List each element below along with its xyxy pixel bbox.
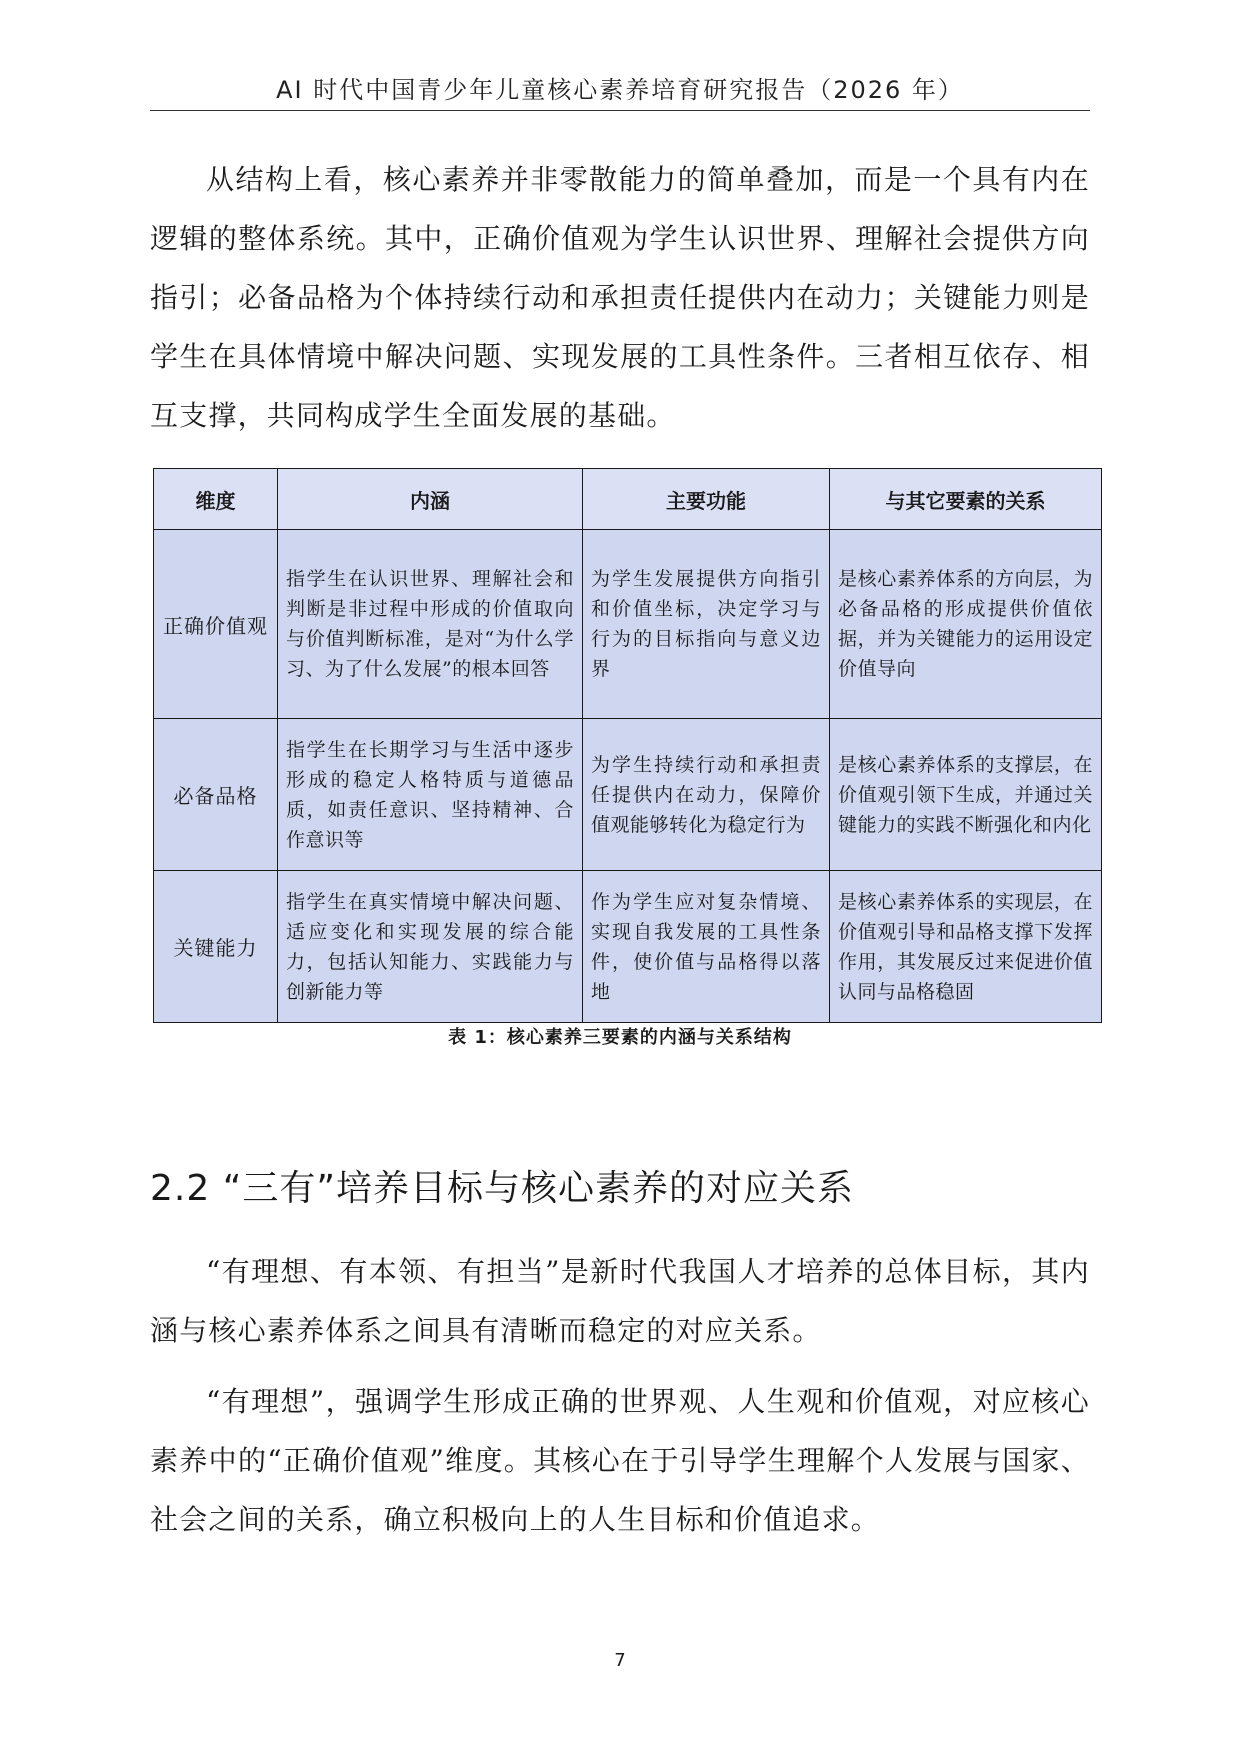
table-row	[154, 530, 1102, 719]
header-divider	[150, 110, 1090, 111]
body-paragraph: 从结构上看，核心素养并非零散能力的简单叠加，而是一个具有内在逻辑的整体系统。其中，正确价值观为学生认识世界、理解社会提供方向指引；必备品格为个体持续行动和承担责任提供内在动力；关键能力则是学生在具体情境中解决问题、实现发展的工具性条件。三者相互依存、相互支撑，共同构成学生全面发展的基础。	[150, 163, 1090, 432]
table-row	[154, 719, 1102, 871]
table-cell-dimension: 必备品格	[154, 719, 278, 871]
table-header-dimension: 维度	[154, 469, 278, 530]
table-cell-function: 作为学生应对复杂情境、实现自我发展的工具性条件，使价值与品格得以落地	[583, 871, 830, 1023]
table-cell-relation: 是核心素养体系的实现层，在价值观引导和品格支撑下发挥作用，其发展反过来促进价值认同与品格稳固	[830, 871, 1102, 1023]
table-cell-dimension: 正确价值观	[154, 530, 278, 719]
table-cell-dimension: 关键能力	[154, 871, 278, 1023]
table-cell-function: 为学生发展提供方向指引和价值坐标，决定学习与行为的目标指向与意义边界	[583, 530, 830, 719]
table-header-connotation: 内涵	[278, 469, 583, 530]
table-header-function: 主要功能	[583, 469, 830, 530]
table-cell-connotation: 指学生在长期学习与生活中逐步形成的稳定人格特质与道德品质，如责任意识、坚持精神、合作意识等	[278, 719, 583, 871]
core-literacy-table	[153, 468, 1102, 1023]
body-paragraph: “有理想、有本领、有担当”是新时代我国人才培养的总体目标，其内涵与核心素养体系之间具有清晰而稳定的对应关系。	[150, 1255, 1090, 1347]
table-cell-connotation: 指学生在认识世界、理解社会和判断是非过程中形成的价值取向与价值判断标准，是对“为什么学习、为了什么发展”的根本回答	[278, 530, 583, 719]
table-header-relation: 与其它要素的关系	[830, 469, 1102, 530]
running-header: AI 时代中国青少年儿童核心素养培育研究报告（2026 年）	[276, 76, 964, 104]
section-heading: 2.2 “三有”培养目标与核心素养的对应关系	[150, 1168, 854, 1209]
table-caption: 表 1：核心素养三要素的内涵与关系结构	[448, 1027, 792, 1048]
body-paragraph: “有理想”，强调学生形成正确的世界观、人生观和价值观，对应核心素养中的“正确价值观”维度。其核心在于引导学生理解个人发展与国家、社会之间的关系，确立积极向上的人生目标和价值追求。	[150, 1385, 1090, 1536]
table-cell-relation: 是核心素养体系的支撑层，在价值观引领下生成，并通过关键能力的实践不断强化和内化	[830, 719, 1102, 871]
table-header-row	[154, 469, 1102, 530]
table-cell-function: 为学生持续行动和承担责任提供内在动力，保障价值观能够转化为稳定行为	[583, 719, 830, 871]
table-cell-connotation: 指学生在真实情境中解决问题、适应变化和实现发展的综合能力，包括认知能力、实践能力与创新能力等	[278, 871, 583, 1023]
table-row	[154, 871, 1102, 1023]
table-cell-relation: 是核心素养体系的方向层，为必备品格的形成提供价值依据，并为关键能力的运用设定价值导向	[830, 530, 1102, 719]
page-number: 7	[614, 1650, 626, 1671]
